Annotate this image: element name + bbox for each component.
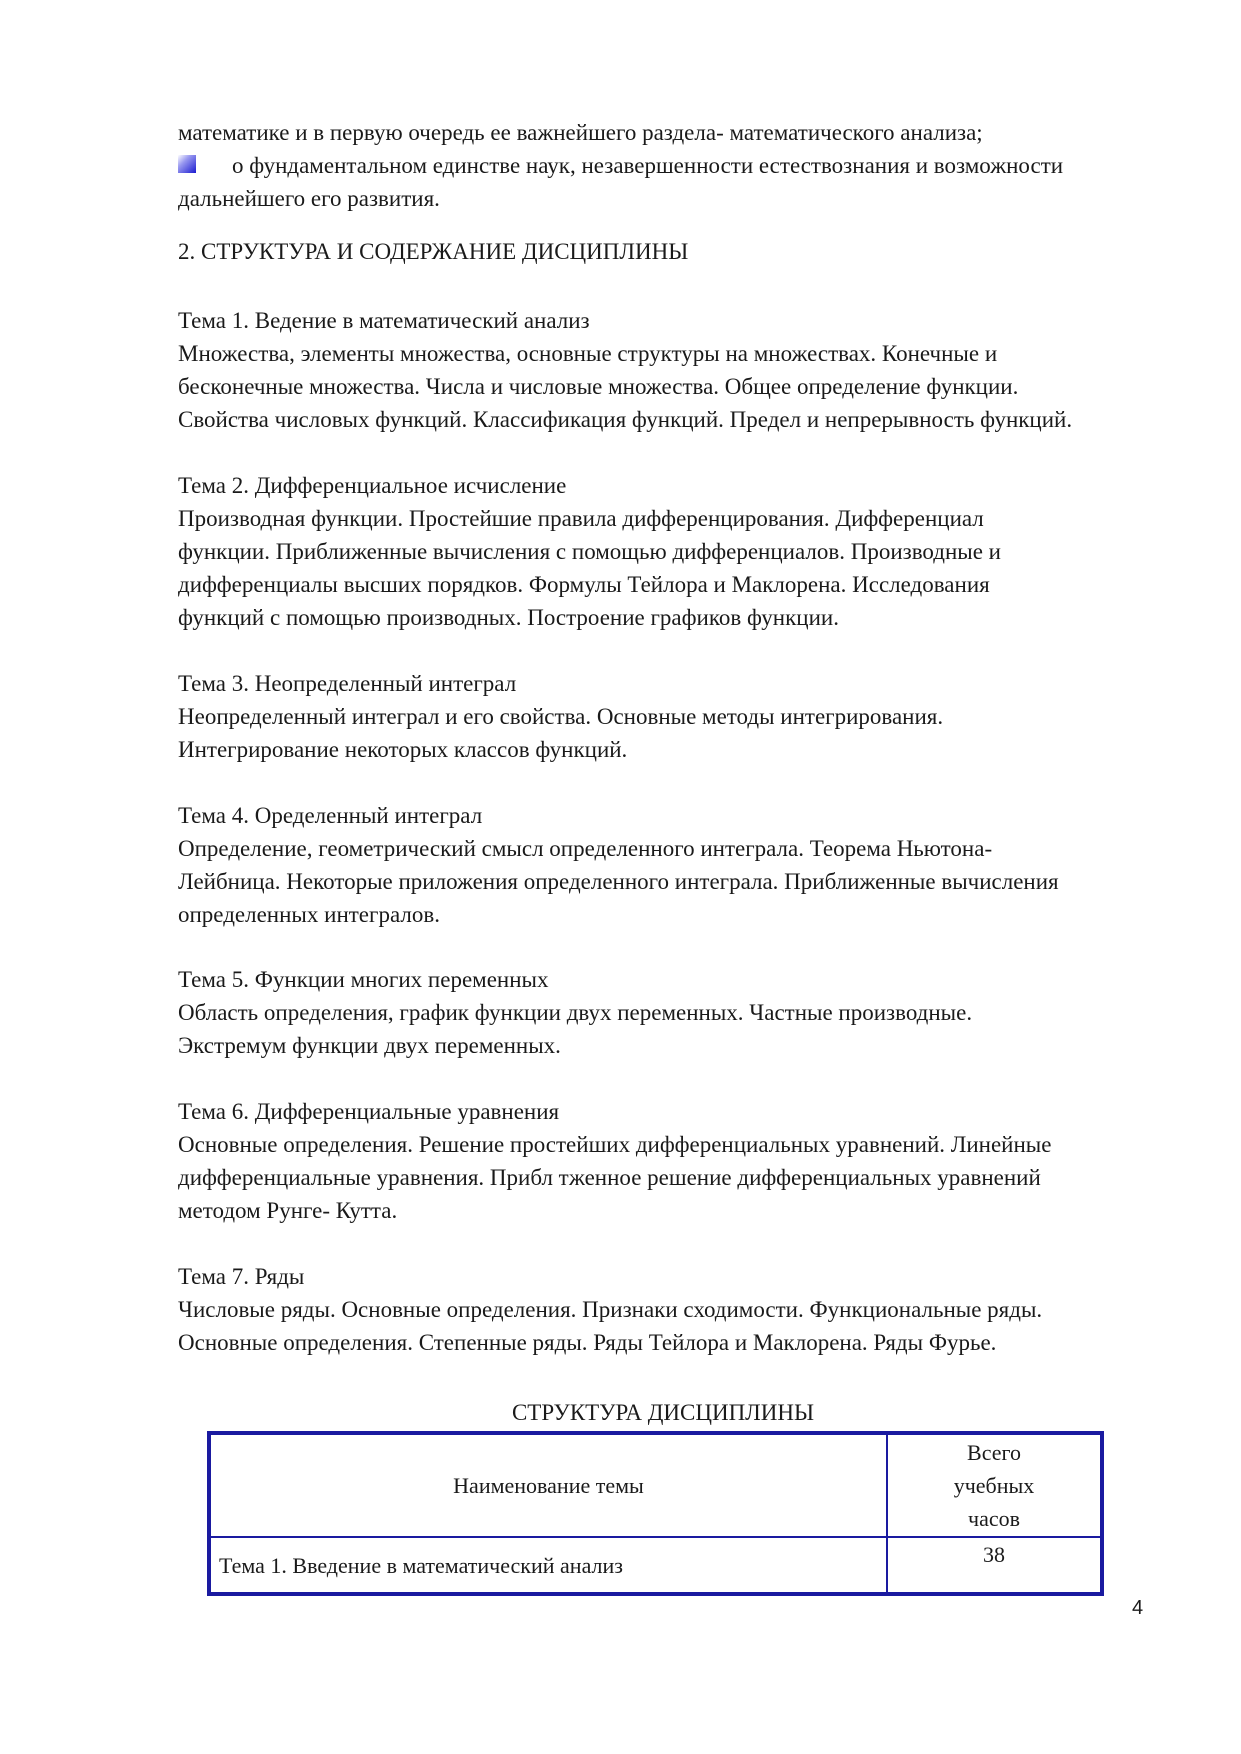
topic-line: функций с помощью производных. Построение графиков функции. — [178, 605, 839, 630]
topic-title: Тема 1. Ведение в математический анализ — [178, 308, 590, 333]
row-topic-name: Тема 1. Введение в математический анализ — [209, 1537, 887, 1594]
header-hours-line: часов — [968, 1506, 1020, 1531]
header-hours-line: Всего — [967, 1440, 1021, 1465]
topic-line: дифференциалы высших порядков. Формулы Тейлора и Маклорена. Исследования — [178, 572, 990, 597]
square-bullet-icon — [178, 155, 196, 173]
topic-line: Интегрирование некоторых классов функций. — [178, 737, 628, 762]
intro-block — [178, 116, 1168, 215]
intro-bullet-text: о фундаментальном единстве наук, незавершенности естествознания и возможности — [232, 153, 1064, 178]
table-header-row — [209, 1433, 1102, 1537]
topic-line: Определение, геометрический смысл определенного интеграла. Теорема Ньютона- — [178, 836, 993, 861]
topic-line: Свойства числовых функций. Классификация функций. Предел и непрерывность функций. — [178, 407, 1073, 432]
header-topic-name: Наименование темы — [209, 1433, 887, 1537]
structure-table — [207, 1431, 1104, 1596]
table-title: СТРУКТУРА ДИСЦИПЛИНЫ — [511, 1400, 815, 1425]
topic-title: Тема 6. Дифференциальные уравнения — [178, 1099, 560, 1124]
intro-line-3: дальнейшего его развития. — [178, 186, 440, 211]
topic-title: Тема 7. Ряды — [178, 1264, 305, 1289]
topic-line: функции. Приближенные вычисления с помощью дифференциалов. Производные и — [178, 539, 1001, 564]
topic-2 — [178, 469, 1168, 634]
topic-line: Экстремум функции двух переменных. — [178, 1033, 561, 1058]
topic-line: определенных интегралов. — [178, 902, 440, 927]
header-total-hours — [887, 1433, 1102, 1537]
topic-title: Тема 2. Дифференциальное исчисление — [178, 473, 567, 498]
topic-line: бесконечные множества. Числа и числовые множества. Общее определение функции. — [178, 374, 1019, 399]
topic-5 — [178, 963, 1168, 1062]
topic-3 — [178, 667, 1168, 766]
topic-line: методом Рунге- Кутта. — [178, 1198, 398, 1223]
topic-line: Производная функции. Простейшие правила дифференцирования. Дифференциал — [178, 506, 984, 531]
row-hours-value: 38 — [887, 1537, 1102, 1594]
topic-title: Тема 5. Функции многих переменных — [178, 967, 549, 992]
table-row — [209, 1537, 1102, 1594]
section-heading: 2. СТРУКТУРА И СОДЕРЖАНИЕ ДИСЦИПЛИНЫ — [178, 239, 689, 264]
topic-line: Неопределенный интеграл и его свойства. Основные методы интегрирования. — [178, 704, 944, 729]
header-hours-line: учебных — [953, 1473, 1035, 1498]
topic-1 — [178, 304, 1168, 436]
intro-bullet-item — [178, 149, 1168, 182]
topic-6 — [178, 1095, 1168, 1227]
page-number: 4 — [1132, 1597, 1144, 1619]
topic-line: Область определения, график функции двух переменных. Частные производные. — [178, 1000, 973, 1025]
topic-line: Основные определения. Степенные ряды. Ряды Тейлора и Маклорена. Ряды Фурье. — [178, 1330, 997, 1355]
intro-line-1: математике и в первую очередь ее важнейшего раздела- математического анализа; — [178, 120, 983, 145]
topic-4 — [178, 799, 1168, 931]
topic-line: Основные определения. Решение простейших дифференциальных уравнений. Линейные — [178, 1132, 1052, 1157]
topic-line: дифференциальные уравнения. Прибл тженное решение дифференциальных уравнений — [178, 1165, 1041, 1190]
topic-line: Множества, элементы множества, основные структуры на множествах. Конечные и — [178, 341, 998, 366]
topic-line: Лейбница. Некоторые приложения определенного интеграла. Приближенные вычисления — [178, 869, 1059, 894]
topic-title: Тема 4. Оределенный интеграл — [178, 803, 483, 828]
topic-7 — [178, 1260, 1168, 1359]
topic-line: Числовые ряды. Основные определения. Признаки сходимости. Функциональные ряды. — [178, 1297, 1043, 1322]
topic-title: Тема 3. Неопределенный интеграл — [178, 671, 517, 696]
